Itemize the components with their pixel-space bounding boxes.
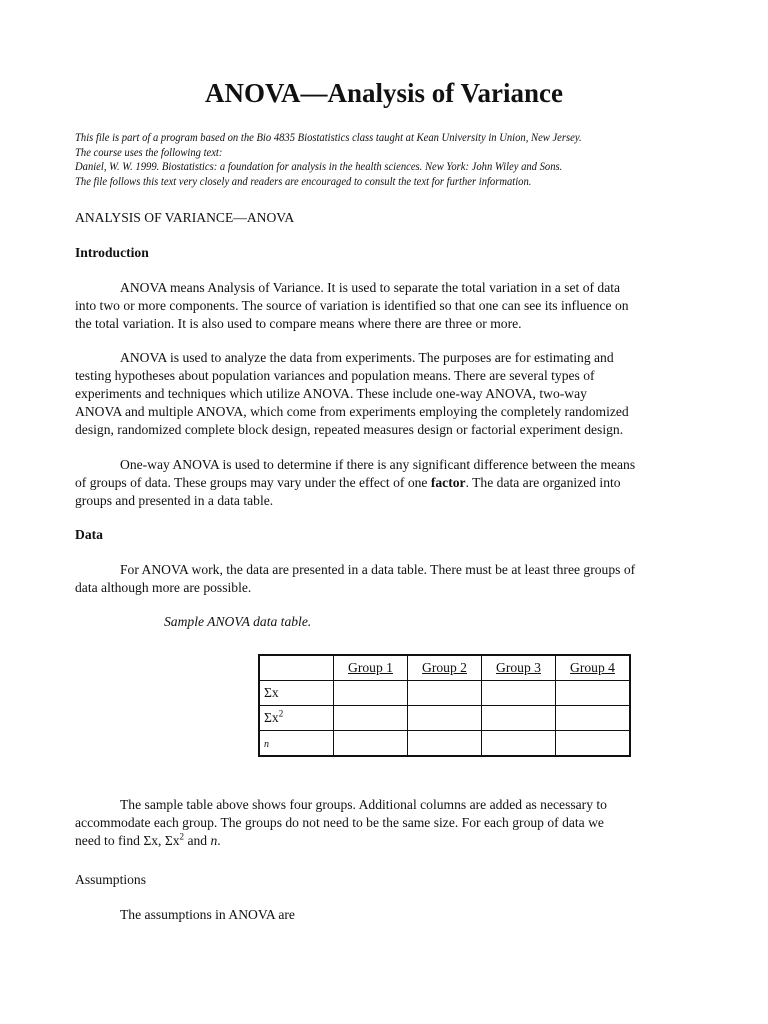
table-cell [482, 681, 556, 706]
n-label: n [264, 739, 269, 750]
notice-line: This file is part of a program based on the Bio 4835 Biostatistics class taught at Kean University in Union, New Jersey. [75, 132, 582, 144]
table-corner-cell [259, 655, 334, 681]
table-cell [334, 706, 408, 731]
text-run: of groups of data. These groups may vary under the effect of one [75, 475, 431, 490]
table-explanation-paragraph [75, 796, 700, 850]
text-line: design, randomized complete block design, repeated measures design or factorial experiment design. [75, 422, 624, 437]
column-header-label: Group 1 [348, 660, 393, 675]
text-line: testing hypotheses about population variances and population means. There are several types of [75, 368, 595, 383]
text-line: For ANOVA work, the data are presented in a data table. There must be at least three groups of [120, 562, 636, 577]
column-header-group-2 [408, 655, 482, 681]
table-cell [334, 681, 408, 706]
table-row [259, 731, 630, 757]
introduction-paragraph-2 [75, 349, 700, 439]
table-caption: Sample ANOVA data table. [164, 614, 312, 629]
data-heading: Data [75, 527, 103, 542]
sum-x-base: Σx [264, 710, 279, 725]
notice-line: The file follows this text very closely and readers are encouraged to consult the text for further information. [75, 175, 532, 188]
text-line: One-way ANOVA is used to determine if there is any significant difference between the means [120, 457, 636, 472]
table-cell [556, 706, 631, 731]
notice-line: Daniel, W. W. 1999. Biostatistics: a foundation for analysis in the health sciences. New York: John Wiley and Sons. [75, 161, 563, 174]
table-header-row [259, 655, 630, 681]
table-cell [408, 706, 482, 731]
factor-term: factor [430, 475, 466, 490]
text-run: and [184, 833, 211, 848]
text-line [75, 832, 700, 850]
text-run: . [217, 833, 221, 848]
column-header-group-3 [482, 655, 556, 681]
table-cell [482, 731, 556, 757]
table-cell [408, 731, 482, 757]
text-line: groups and presented in a data table. [75, 493, 274, 508]
table-cell [334, 731, 408, 757]
notice-line: The course uses the following text: [75, 146, 223, 159]
text-line: ANOVA is used to analyze the data from experiments. The purposes are for estimating and [120, 350, 614, 365]
superscript: 2 [179, 831, 185, 842]
text-line: the total variation. It is also used to compare means where there are three or more. [75, 316, 522, 331]
text-line: experiments and techniques which utilize ANOVA. These include one-way ANOVA, two-way [75, 386, 587, 401]
text-line: ANOVA and multiple ANOVA, which come from experiments employing the completely randomized [75, 404, 629, 419]
row-label-sum-x-squared [259, 706, 334, 731]
table-cell [482, 706, 556, 731]
assumptions-heading: Assumptions [75, 872, 147, 887]
text-line: The sample table above shows four groups. Additional columns are added as necessary to [120, 797, 607, 812]
text-line: data although more are possible. [75, 580, 252, 595]
text-run: . The data are organized into [465, 475, 621, 490]
text-line: into two or more components. The source of variation is identified so that one can see its influence on [75, 298, 629, 313]
source-notice [75, 131, 670, 189]
section-heading: ANALYSIS OF VARIANCE—ANOVA [75, 210, 295, 225]
assumptions-intro: The assumptions in ANOVA are [120, 907, 295, 922]
column-header-group-1 [334, 655, 408, 681]
text-line [75, 474, 700, 492]
text-line: ANOVA means Analysis of Variance. It is used to separate the total variation in a set of data [120, 280, 621, 295]
column-header-label: Group 3 [496, 660, 541, 675]
sample-data-table [258, 654, 631, 757]
row-label-sum-x: Σx [259, 681, 334, 706]
table-row [259, 681, 630, 706]
table-cell [556, 681, 631, 706]
superscript: 2 [278, 708, 284, 719]
page-title: ANOVA—Analysis of Variance [204, 78, 564, 108]
table-cell [408, 681, 482, 706]
row-label-n [259, 731, 334, 757]
column-header-group-4 [556, 655, 631, 681]
introduction-paragraph-1 [75, 279, 700, 333]
column-header-label: Group 4 [570, 660, 615, 675]
text-line: accommodate each group. The groups do not need to be the same size. For each group of data we [75, 815, 604, 830]
introduction-heading: Introduction [75, 245, 149, 260]
introduction-paragraph-3 [75, 456, 700, 510]
n-symbol: n [210, 833, 218, 848]
table-row [259, 706, 630, 731]
text-run: need to find Σx, Σx [75, 833, 180, 848]
column-header-label: Group 2 [422, 660, 467, 675]
table-cell [556, 731, 631, 757]
data-paragraph [75, 561, 700, 597]
